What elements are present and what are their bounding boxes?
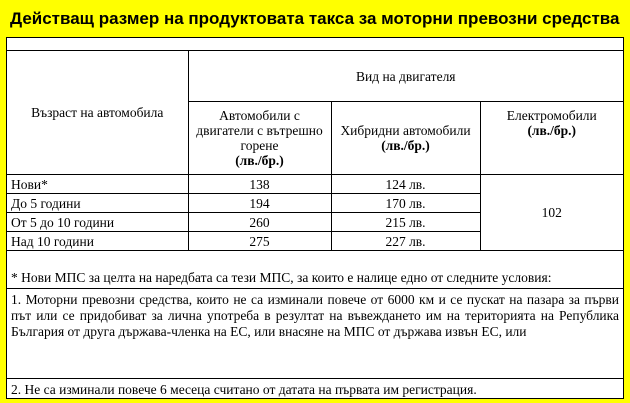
row-hybrid-value: 227 лв. <box>331 232 480 251</box>
condition-1: 1. Моторни превозни средства, които не са изминали повече от 6000 км и се пускат на пазара за първи път или се придобиват за лична употреба в резултат на въвеждането им на територията на Република България от друга държава-членка на ЕС, или внасяне на МПС от държава извън ЕС, или <box>11 292 619 339</box>
ice-column-label: Автомобили с двигатели с вътрешно горене <box>196 108 323 153</box>
ice-column-header <box>188 102 331 175</box>
product-fee-table <box>7 50 623 251</box>
document-panel <box>6 37 624 399</box>
row-age: От 5 до 10 години <box>7 213 188 232</box>
row-age: Нови* <box>7 175 188 194</box>
row-hybrid-value: 124 лв. <box>331 175 480 194</box>
row-ice-value: 194 <box>188 194 331 213</box>
ice-column-unit: (лв./бр.) <box>235 153 284 168</box>
page-title: Действащ размер на продуктовата такса за моторни превозни средства <box>10 9 620 28</box>
hybrid-column-header <box>331 102 480 175</box>
row-ice-value: 275 <box>188 232 331 251</box>
row-age: До 5 години <box>7 194 188 213</box>
row-age: Над 10 години <box>7 232 188 251</box>
electric-value: 102 <box>480 175 623 251</box>
row-ice-value: 138 <box>188 175 331 194</box>
electric-column-label: Електромобили <box>506 108 597 123</box>
engine-type-header: Вид на двигателя <box>188 51 623 102</box>
new-vehicle-definition: * Нови МПС за целта на наредбата са тези МПС, за които е налице едно от следните условия: <box>7 267 623 289</box>
row-hybrid-value: 170 лв. <box>331 194 480 213</box>
electric-column-unit: (лв./бр.) <box>527 123 577 138</box>
hybrid-column-label: Хибридни автомобили <box>340 123 471 138</box>
row-ice-value: 260 <box>188 213 331 232</box>
age-column-header: Възраст на автомобила <box>7 51 188 175</box>
condition-2: 2. Не са изминали повече 6 месеца считано от датата на първата им регистрация. <box>7 378 623 400</box>
hybrid-column-unit: (лв./бр.) <box>381 138 430 153</box>
row-hybrid-value: 215 лв. <box>331 213 480 232</box>
electric-column-header <box>480 102 623 175</box>
table-row <box>7 175 623 194</box>
